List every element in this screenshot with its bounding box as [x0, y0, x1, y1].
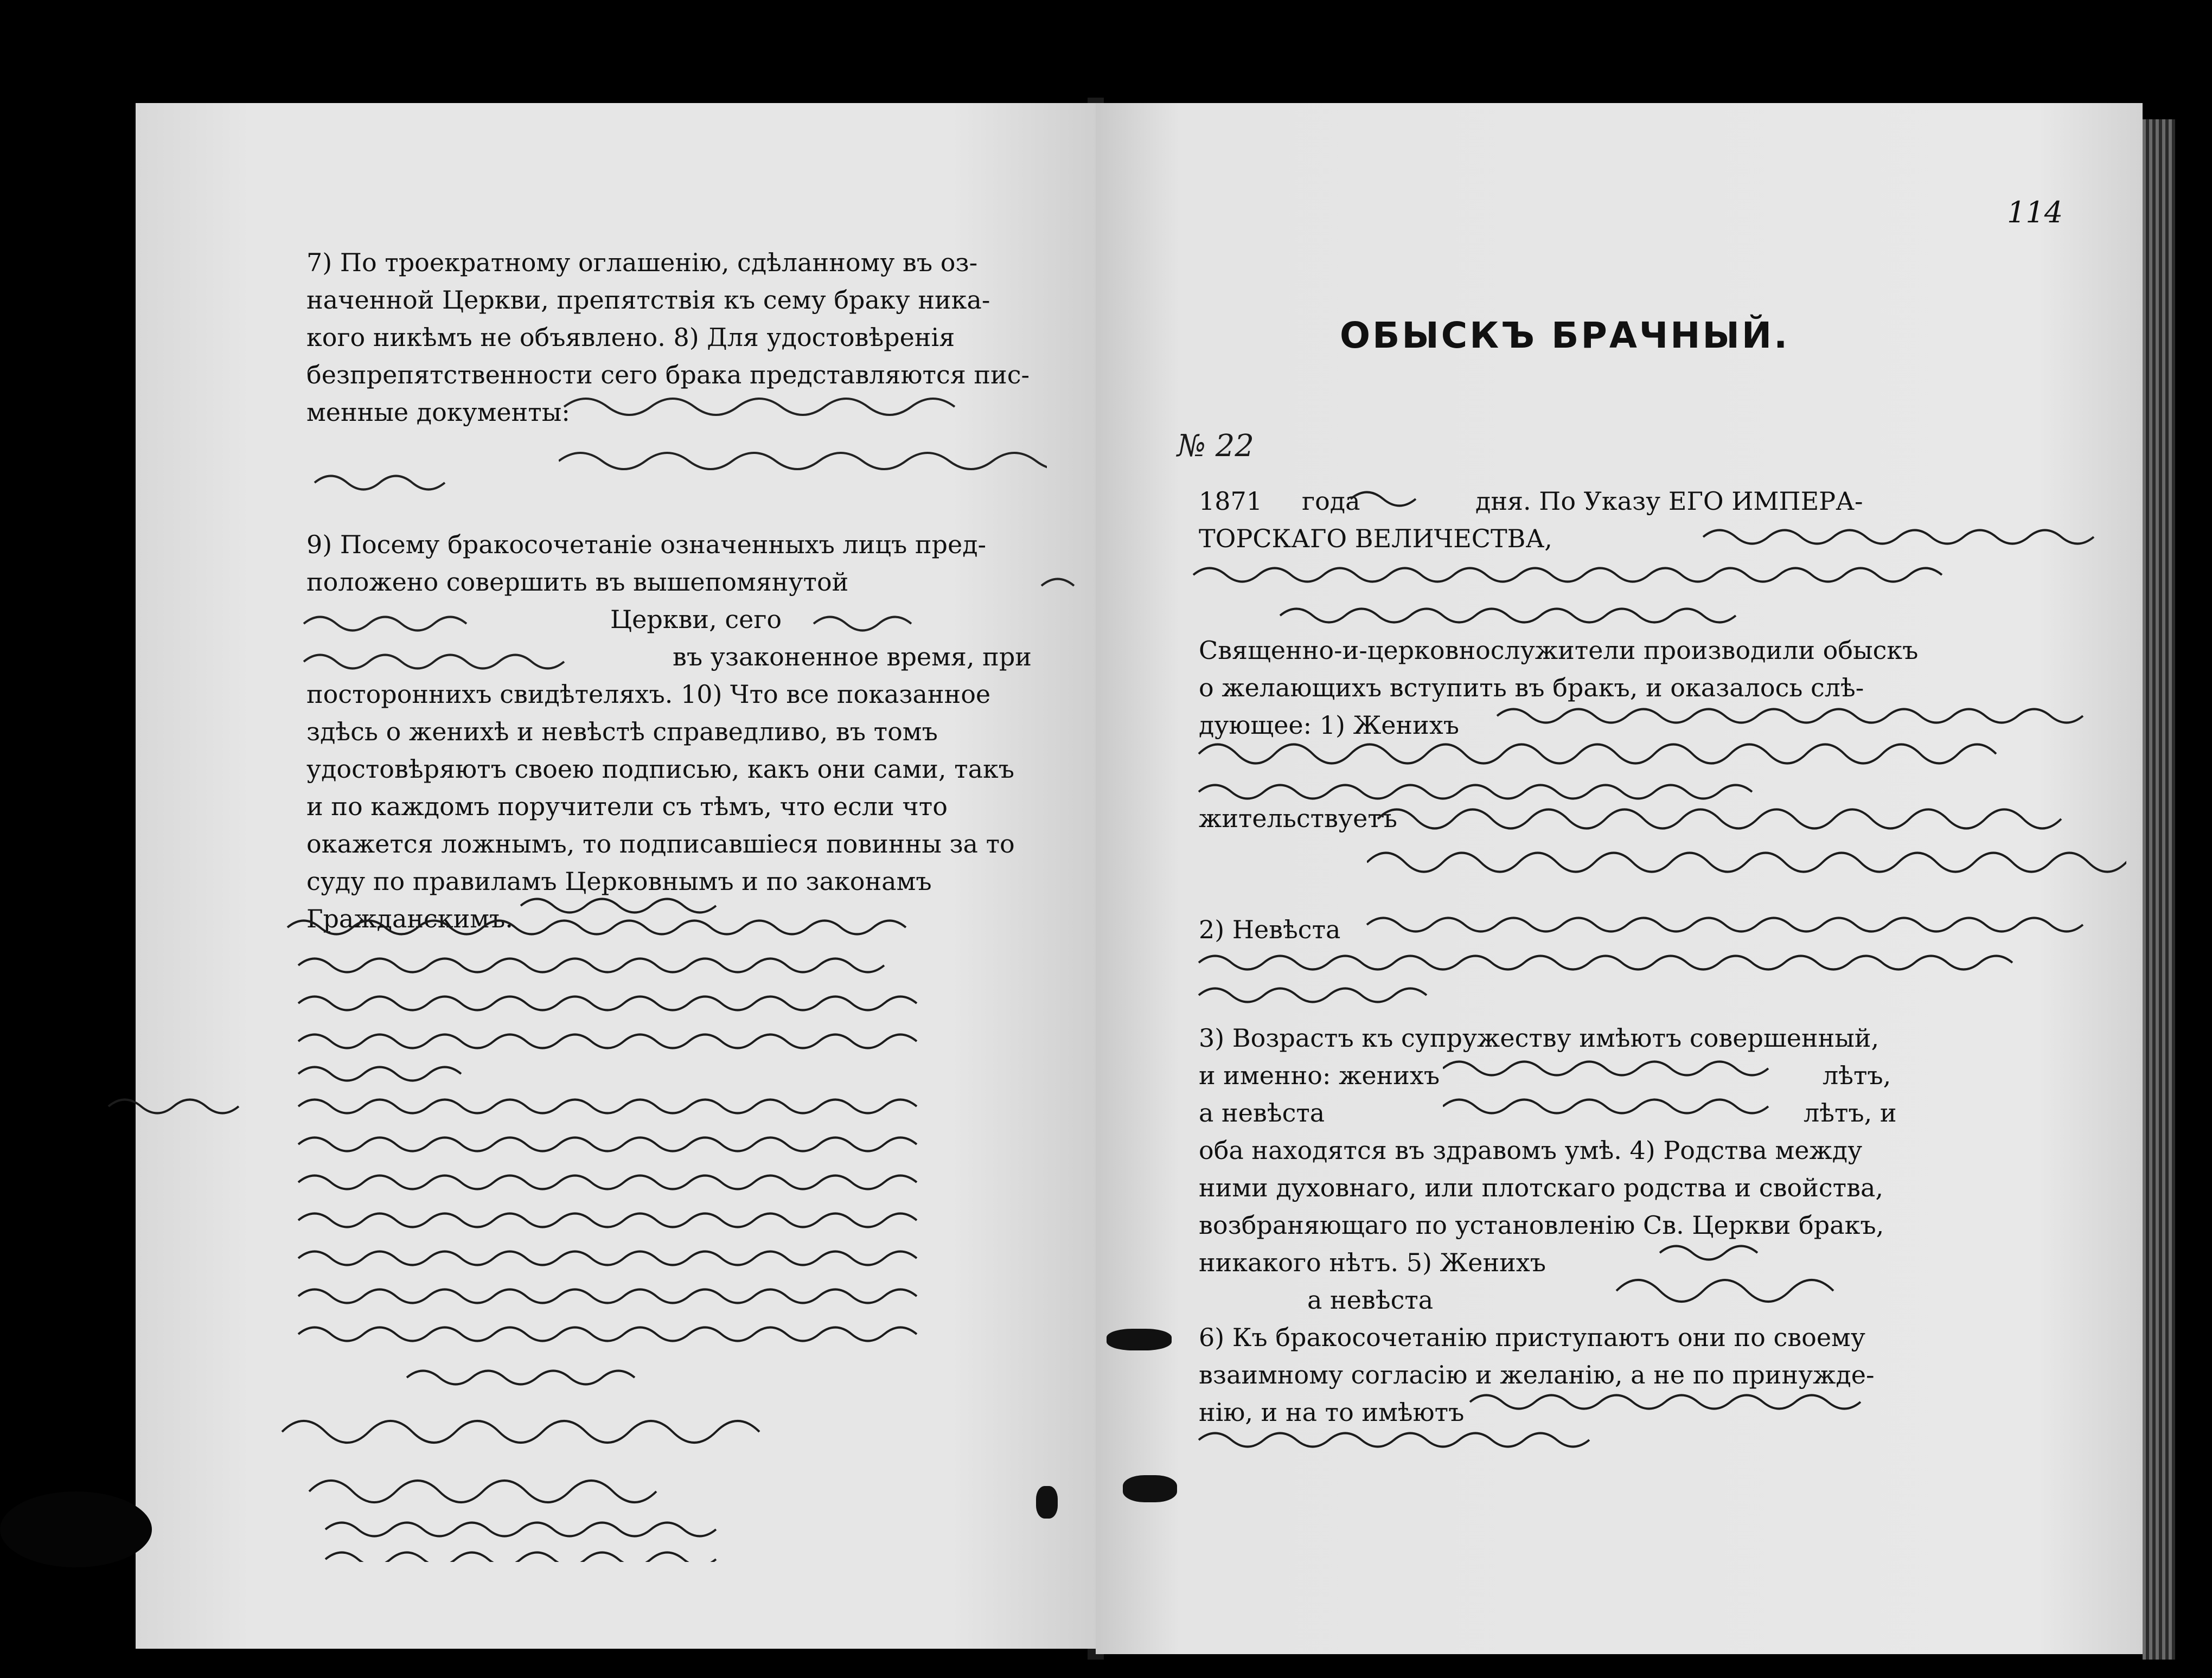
thumb-shadow	[0, 1491, 152, 1567]
clergy-line-1: Священно-и-церковнослужители производили обыскъ	[1199, 636, 1919, 665]
consent-line-2: взаимному согласію и желанію, а не по принужде-	[1199, 1360, 1875, 1389]
p8-documents-label: менные документы:	[306, 398, 570, 427]
consent-line-3: нію, и на то имѣютъ	[1199, 1398, 1465, 1427]
kinship-line-1: оба находятся въ здравомъ умѣ. 4) Родства между	[1199, 1136, 1863, 1165]
p10-line-4: окажется ложнымъ, то подписавшіеся повинны за то	[306, 829, 1015, 859]
kinship-line-2: ними духовнаго, или плотскаго родства и свойства,	[1199, 1173, 1884, 1202]
record-number: № 22	[1177, 428, 1255, 464]
consent-line-1: 6) Къ бракосочетанію приступаютъ они по своему	[1199, 1323, 1865, 1352]
marital-status-groom: никакого нѣтъ. 5) Женихъ	[1199, 1248, 1546, 1277]
p10-line-2: удостовѣряютъ своею подписью, какъ они сами, такъ	[306, 754, 1015, 784]
handwritten-residence	[1367, 797, 2126, 879]
handwritten-guarantors-and-signatures	[98, 889, 1074, 1562]
age-years-2: лѣтъ, и	[1804, 1098, 1897, 1128]
p7-line-4: безпрепятственности сего брака представляются пис-	[306, 360, 1030, 389]
handwritten-ages-status	[1443, 1052, 1985, 1312]
page-edges	[2143, 119, 2175, 1660]
p10-line-6: Гражданскимъ.	[306, 904, 513, 933]
age-groom-label: и именно: женихъ	[1199, 1061, 1440, 1090]
groom-label: дующее: 1) Женихъ	[1199, 710, 1460, 740]
clergy-line-2: о желающихъ вступить въ бракъ, и оказалось слѣ-	[1199, 673, 1864, 702]
year-label: года	[1302, 486, 1360, 516]
age-bride-label: а невѣста	[1199, 1098, 1325, 1128]
binding-thread-mark	[1036, 1486, 1058, 1519]
handwritten-bride-details	[1188, 903, 2132, 1006]
binding-thread-mark	[1107, 1329, 1172, 1350]
document-title: ОБЫСКЪ БРАЧНЫЙ.	[1340, 315, 1790, 356]
p9-line-1: 9) Посему бракосочетаніе означенныхъ лицъ пред-	[306, 530, 987, 559]
p10-line-1: здѣсь о женихѣ и невѣстѣ справедливо, въ томъ	[306, 717, 938, 746]
residence-label: жительствуетъ	[1199, 804, 1398, 833]
p9-church-word: Церкви, сего	[610, 605, 782, 634]
kinship-line-3: возбраняющаго по установленію Св. Церкви бракъ,	[1199, 1211, 1884, 1240]
handwritten-diocese-parish	[1182, 488, 2132, 629]
p7-line-2: наченной Церкви, препятствія къ сему браку ника-	[306, 285, 990, 315]
handwritten-continuation	[312, 466, 475, 499]
marital-status-bride: а невѣста	[1307, 1285, 1434, 1315]
decree-line-1: дня. По Указу ЕГО ИМПЕРА-	[1475, 486, 1863, 516]
year-printed: 1871	[1199, 486, 1263, 516]
p7-line-1: 7) По троекратному оглашенію, сдѣланному въ оз-	[306, 248, 978, 277]
p10-line-5: суду по правиламъ Церковнымъ и по законамъ	[306, 867, 932, 896]
binding-thread-mark	[1123, 1475, 1177, 1502]
p7-line-3: кого никѣмъ не объявлено. 8) Для удостовѣренія	[306, 323, 955, 352]
handwritten-parental-blessing	[1188, 1386, 2056, 1467]
age-line-1: 3) Возрастъ къ супружеству имѣютъ совершенный,	[1199, 1023, 1879, 1053]
p9-line-5: постороннихъ свидѣтеляхъ. 10) Что все показанное	[306, 680, 991, 709]
p9-line-2: положено совершить въ вышепомянутой	[306, 567, 849, 597]
handwritten-church-date	[293, 569, 1085, 689]
bride-label: 2) Невѣста	[1199, 915, 1341, 944]
p10-line-3: и по каждомъ поручители съ тѣмъ, что если что	[306, 792, 948, 821]
decree-line-2: ТОРСКАГО ВЕЛИЧЕСТВА,	[1199, 524, 1552, 553]
age-years-1: лѣтъ,	[1823, 1061, 1891, 1090]
p9-line-4: въ узаконенное время, при	[673, 642, 1032, 671]
page-number: 114	[2007, 195, 2063, 229]
handwritten-documents-note	[559, 380, 1047, 504]
